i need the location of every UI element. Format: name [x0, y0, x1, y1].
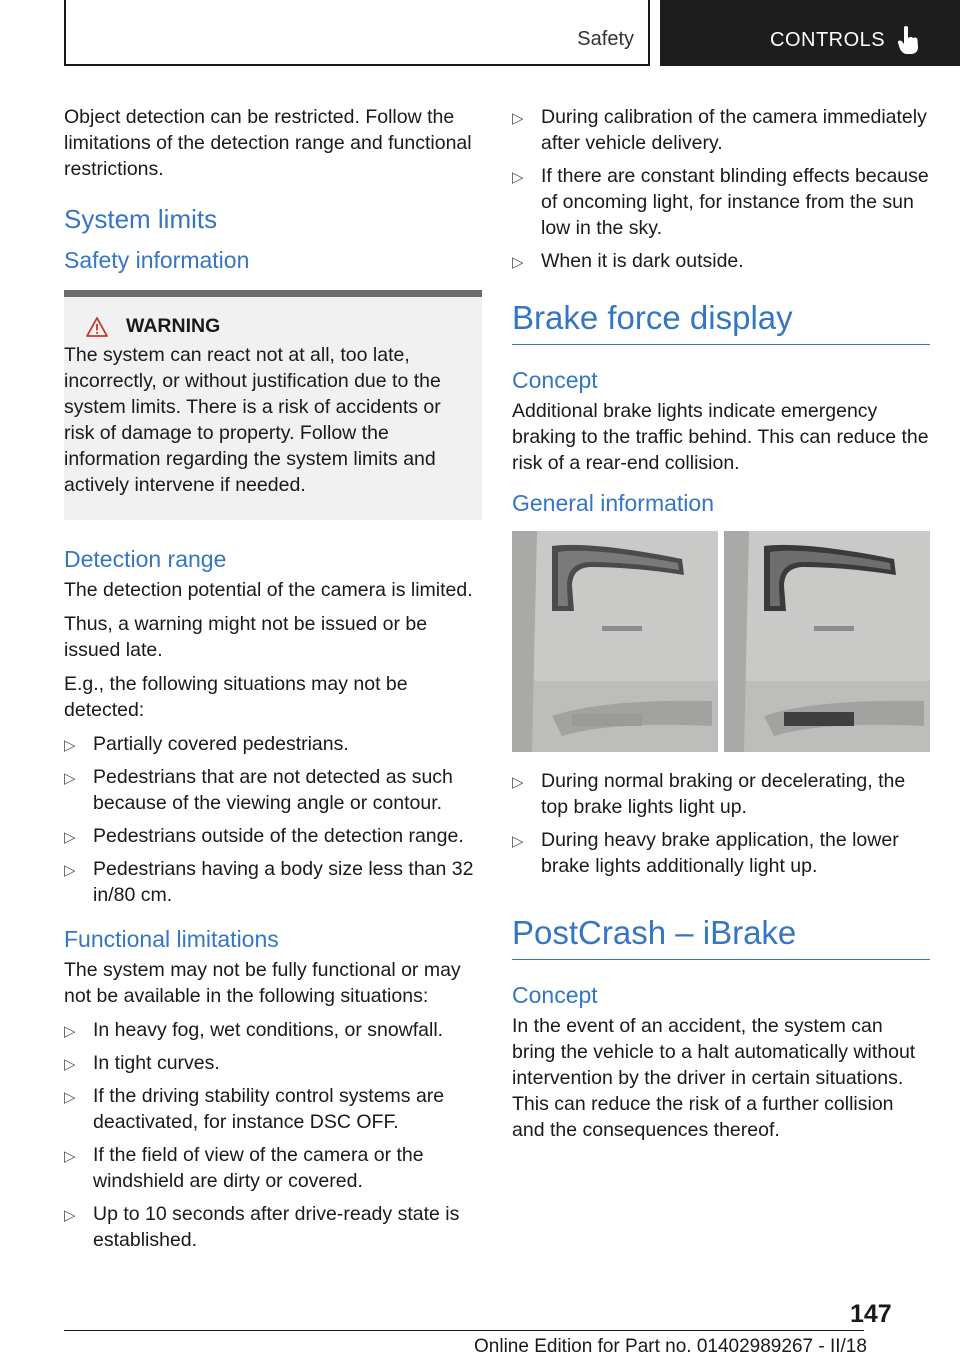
warning-header [86, 315, 470, 338]
triangle-bullet-icon: ▷ [512, 774, 524, 791]
list-item [512, 248, 930, 274]
hand-pointer-icon [897, 25, 919, 55]
list-item [64, 1050, 482, 1076]
postcrash-concept-heading: Concept [512, 982, 598, 1008]
warning-text: The system can react not at all, too late, incorrectly, or without justification due to the system limits. There is a risk of accidents or risk of damage to property. Follow the information regarding the system limits and actively intervene if needed. [64, 344, 441, 496]
postcrash-ibrake-heading: PostCrash – iBrake [512, 913, 930, 960]
list-item [64, 1201, 482, 1253]
header-chapter-label: CONTROLS [770, 29, 886, 51]
list-item-text: In tight curves. [93, 1052, 220, 1074]
detection-paragraph-3: E.g., the following situations may not be detected: [64, 673, 408, 721]
triangle-bullet-icon: ▷ [64, 1148, 76, 1165]
header-section-label: Safety [577, 28, 634, 50]
brake-light-photo-normal [512, 531, 718, 752]
detection-paragraph-2: Thus, a warning might not be issued or be issued late. [64, 613, 428, 661]
list-item-text: In heavy fog, wet conditions, or snowfall. [93, 1019, 444, 1041]
list-item-text: Pedestrians having a body size less than 32 in/80 cm. [93, 858, 474, 906]
list-item-text: Up to 10 seconds after drive-ready state is established. [93, 1203, 460, 1251]
triangle-bullet-icon: ▷ [64, 1089, 76, 1106]
brake-light-illustration [512, 531, 718, 752]
postcrash-paragraph: In the event of an accident, the system can bring the vehicle to a halt automatically without intervention by the driver in certain situations. This can reduce the risk of a further collision and the consequences thereof. [512, 1015, 916, 1141]
footer-edition-text: Online Edition for Part no. 01402989267 - II/18 [474, 1336, 867, 1357]
right-column [512, 104, 930, 1151]
general-information-heading: General information [512, 490, 714, 516]
functional-list [64, 1017, 482, 1253]
system-limits-heading: System limits [64, 204, 218, 234]
triangle-bullet-icon: ▷ [64, 1056, 76, 1073]
warning-title: WARNING [126, 315, 221, 337]
continued-list [512, 104, 930, 274]
list-item [512, 768, 930, 820]
list-item-text: During calibration of the camera immediately after vehicle delivery. [541, 106, 927, 154]
triangle-bullet-icon: ▷ [64, 1207, 76, 1224]
list-item [64, 1083, 482, 1135]
triangle-bullet-icon: ▷ [512, 254, 524, 271]
list-item [64, 823, 482, 849]
brake-force-display-heading: Brake force display [512, 298, 930, 345]
list-item [64, 1142, 482, 1194]
list-item-text: During normal braking or decelerating, the top brake lights light up. [541, 770, 906, 818]
brake-light-photo-heavy [724, 531, 930, 752]
list-item-text: Pedestrians that are not detected as such because of the viewing angle or contour. [93, 766, 453, 814]
list-item [64, 1017, 482, 1043]
list-item [64, 856, 482, 908]
footer-divider [64, 1330, 864, 1331]
triangle-bullet-icon: ▷ [64, 862, 76, 879]
triangle-bullet-icon: ▷ [512, 833, 524, 850]
triangle-bullet-icon: ▷ [64, 770, 76, 787]
list-item [512, 163, 930, 241]
detection-range-heading: Detection range [64, 546, 227, 572]
safety-information-heading: Safety information [64, 247, 250, 273]
brake-concept-heading: Concept [512, 367, 598, 393]
brake-concept-paragraph: Additional brake lights indicate emergency braking to the traffic behind. This can reduce the risk of a rear-end collision. [512, 400, 929, 474]
triangle-bullet-icon: ▷ [512, 169, 524, 186]
brake-list [512, 768, 930, 879]
page-number: 147 [850, 1300, 892, 1328]
warning-triangle-icon [86, 317, 108, 337]
functional-paragraph: The system may not be fully functional or may not be available in the following situations: [64, 959, 461, 1007]
triangle-bullet-icon: ▷ [64, 829, 76, 846]
list-item-text: When it is dark outside. [541, 250, 744, 272]
list-item-text: During heavy brake application, the lower brake lights additionally light up. [541, 829, 899, 877]
intro-paragraph: Object detection can be restricted. Follow the limitations of the detection range and functional restrictions. [64, 106, 472, 180]
list-item [64, 764, 482, 816]
list-item [64, 731, 482, 757]
detection-paragraph-1: The detection potential of the camera is limited. [64, 579, 473, 601]
triangle-bullet-icon: ▷ [64, 1023, 76, 1040]
triangle-bullet-icon: ▷ [512, 110, 524, 127]
warning-box [64, 290, 482, 520]
list-item [512, 104, 930, 156]
list-item-text: If the field of view of the camera or the windshield are dirty or covered. [93, 1144, 424, 1192]
list-item-text: If there are constant blinding effects because of oncoming light, for instance from the sun low in the sky. [541, 165, 929, 239]
functional-limitations-heading: Functional limitations [64, 926, 279, 952]
header-section-box [64, 0, 650, 66]
brake-light-photos [512, 531, 930, 752]
header-chapter-tab [660, 0, 960, 66]
triangle-bullet-icon: ▷ [64, 737, 76, 754]
detection-list [64, 731, 482, 908]
list-item-text: Partially covered pedestrians. [93, 733, 349, 755]
list-item-text: If the driving stability control systems are deactivated, for instance DSC OFF. [93, 1085, 445, 1133]
list-item [512, 827, 930, 879]
left-column [64, 104, 482, 1260]
list-item-text: Pedestrians outside of the detection range. [93, 825, 464, 847]
brake-light-illustration [724, 531, 930, 752]
